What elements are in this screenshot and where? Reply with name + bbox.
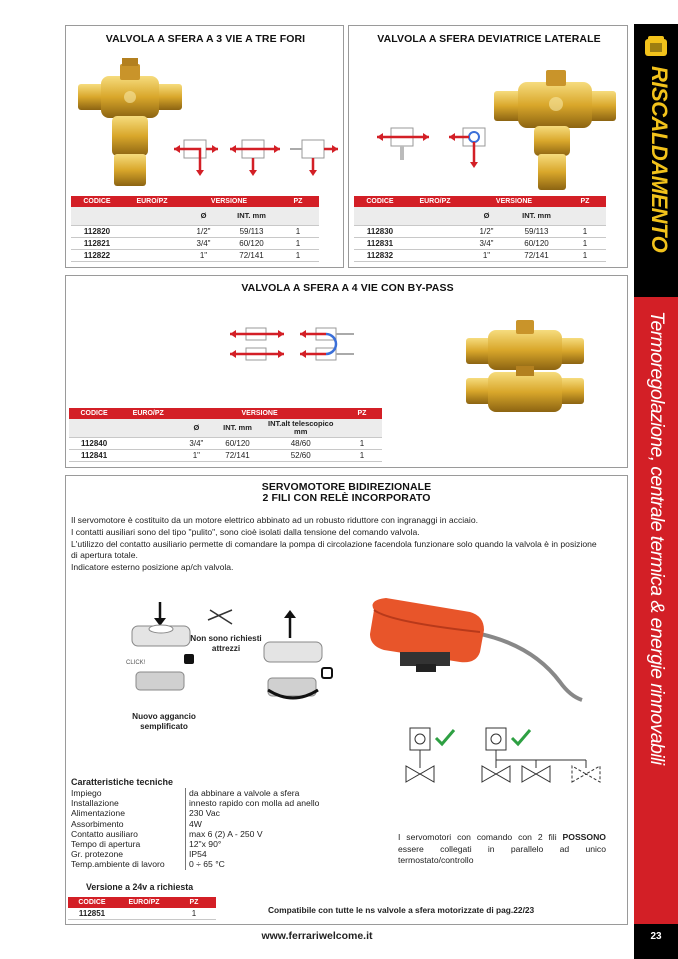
spec-row: Contatto ausiliaro max 6 (2) A - 250 V [71,828,263,839]
actuator-image [360,592,590,702]
table-valvola-3-vie [71,196,319,262]
parallel-note: I servomotori con comando con 2 fili POSSONO essere collegati in parallelo ad unico termostato/controllo [398,832,606,866]
compat-note: Compatibile con tutte le ns valvole a sfera motorizzate di pag.22/23 [268,905,535,915]
spec-row: Gr. protezone IP54 [71,849,207,860]
spec-row: Temp.ambiente di lavoro 0 ÷ 65 °C [71,859,225,870]
panel-title: VALVOLA A SFERA DEVIATRICE LATERALE [377,33,601,45]
label-no-tools: Non sono richiesti attrezzi [190,634,262,653]
panel-valvola-deviatrice [348,25,628,268]
servo-title-2: 2 FILI CON RELÈ INCORPORATO [262,492,431,504]
servo-title-1: SERVOMOTORE BIDIREZIONALE [261,481,432,493]
table-row: 112820 1/2" 59/113 1 [71,225,319,237]
flow-diagram-icon [170,134,345,179]
table-row: 112832 1" 72/141 1 [354,249,606,261]
spec-row: Tempo di apertura 12"x 90° [71,839,222,850]
label-click: CLICK! [126,660,146,666]
col-europz: EURO/PZ [123,196,181,207]
table-row: 112830 1/2" 59/113 1 [354,225,606,237]
sidebar-subtitle: Termoregolazione, centrale termica & energie rinnovabili [646,311,668,765]
col-codice: CODICE [71,196,123,207]
flow-diagram-icon [226,324,356,368]
table-row: 112821 3/4" 60/120 1 [71,237,319,249]
table-row: 112822 1" 72/141 1 [71,249,319,261]
wiring-schematic [396,720,606,820]
col-pz: PZ [277,196,319,207]
spec-row: Alimentazione 230 Vac [71,808,220,819]
table-row: 112831 3/4" 60/120 1 [354,237,606,249]
valve-deviatrice-image [494,66,619,196]
panel-title: VALVOLA A SFERA A 4 VIE CON BY-PASS [241,282,454,294]
table-valvola-4-vie: CODICE EURO/PZ VERSIONE PZ Ø INT. mm INT.alt telescopico mm 112840 3/4" 60/120 48/60 1 112841 1" 72/141 52/60 1 [69,408,382,462]
footer-url[interactable]: www.ferrariwelcome.it [261,930,373,942]
flow-diagram-icon [373,122,513,172]
valve-4-way-image [466,318,586,428]
subcol-int: INT. mm [226,207,277,225]
table-row: 112851 1 [68,908,216,920]
page-number: 23 [634,924,678,959]
char-title: Caratteristiche tecniche [71,777,174,787]
spec-row: Installazione innesto rapido con molla ad anello [71,798,320,809]
installation-illustration [118,598,338,718]
table-servomotore: CODICE EURO/PZ PZ 112851 1 [68,897,216,920]
panel-title: VALVOLA A SFERA A 3 VIE A TRE FORI [105,33,306,45]
category-title: RISCALDAMENTO [647,66,672,253]
version-24v: Versione a 24v a richiesta [86,882,194,892]
category-logo-icon [642,34,670,60]
col-versione: VERSIONE [181,196,277,207]
table-valvola-deviatrice: CODICE EURO/PZ VERSIONE PZ Ø INT. mm 112830 1/2" 59/113 1 112831 3/4" 60/120 1 112832 1" 72/141 1 [354,196,606,262]
panel-valvola-4-vie [65,275,628,468]
table-row: 112840 3/4" 60/120 48/60 1 [69,438,382,450]
subcol-diam: Ø [181,207,226,225]
spec-row: Impiego da abbinare a valvole a sfera [71,788,300,798]
char-list [71,788,319,870]
servo-description: Il servomotore è costituito da un motore elettrico abbinato ad un robusto riduttore con ingranaggi in acciaio. I contatti ausiliari sono del tipo "pulito", sono cioè isolati dalla tensione del comando valvola. L'utilizzo del contatto ausiliario permette di comandare la pompa di circolazione facendola funzionare solo quando la valvola è in posizione di apertura totale. Indicatore esterno posizione ap/ch valvola. [71,515,597,573]
spec-row: Assorbimento 4W [71,818,202,829]
panel-valvola-3-vie [65,25,344,268]
label-aggancio: Nuovo aggancio semplificato [132,712,196,731]
sidebar-subtitle-band [634,297,678,924]
sidebar-category-band [634,24,678,297]
table-row: 112841 1" 72/141 52/60 1 [69,450,382,462]
